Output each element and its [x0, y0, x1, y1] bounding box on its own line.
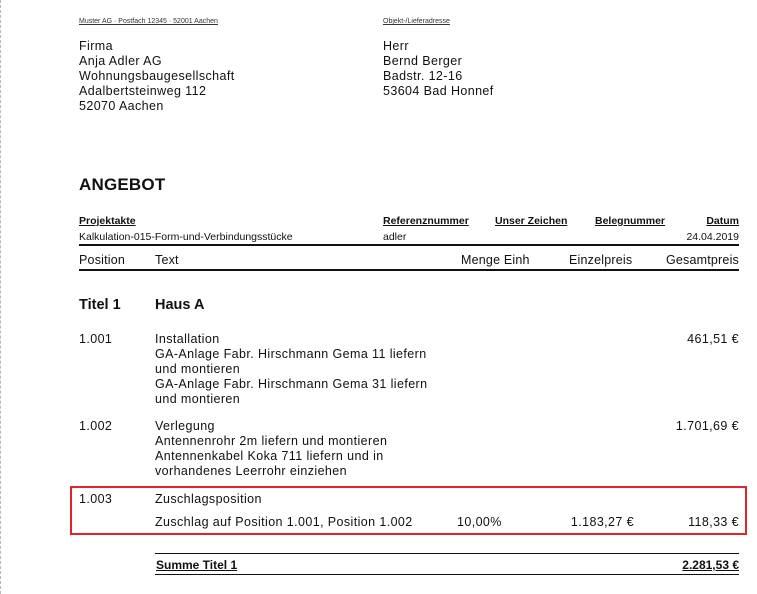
delivery-address-label: Objekt-/Lieferadresse	[383, 18, 450, 25]
sum-divider	[155, 553, 739, 554]
item-text-line: und montieren	[155, 362, 241, 376]
divider-top	[79, 244, 739, 246]
item-text-line: Verlegung	[155, 419, 215, 433]
item-position: 1.003	[79, 492, 113, 506]
item-position: 1.002	[79, 419, 113, 433]
unser-zeichen-label: Unser Zeichen	[495, 215, 568, 227]
section-name: Haus A	[155, 297, 205, 313]
delivery-line: Bernd Berger	[383, 54, 463, 68]
column-einzelpreis: Einzelpreis	[569, 253, 633, 267]
item-detail: Zuschlag auf Position 1.001, Position 1.002	[155, 515, 413, 529]
column-gesamtpreis: Gesamtpreis	[665, 253, 739, 267]
recipient-line: Adalbertsteinweg 112	[79, 84, 207, 98]
belegnummer-label: Belegnummer	[595, 215, 666, 227]
item-position: 1.001	[79, 332, 113, 346]
column-menge: Menge Einh	[461, 253, 530, 267]
sum-label: Summe Titel 1	[156, 558, 238, 572]
divider-columns	[79, 269, 739, 271]
referenz-value: adler	[383, 231, 407, 243]
datum-value: 24.04.2019	[686, 231, 739, 243]
item-einzelpreis: 1.183,27 €	[570, 515, 634, 529]
item-text	[155, 419, 387, 479]
page-edge	[0, 0, 1, 594]
referenznummer-label: Referenznummer	[383, 215, 469, 227]
delivery-line: Herr	[383, 39, 409, 53]
recipient-line: Anja Adler AG	[79, 54, 163, 68]
item-text-line: Installation	[155, 332, 220, 346]
item-text-line: Antennenkabel Koka 711 liefern und in	[155, 449, 384, 463]
item-total: 118,33 €	[688, 515, 739, 529]
sum-value: 2.281,53 €	[682, 558, 739, 572]
recipient-address	[79, 39, 235, 114]
document-title: ANGEBOT	[79, 175, 166, 194]
item-text-line: und montieren	[155, 392, 241, 406]
item-title: Zuschlagsposition	[155, 492, 262, 506]
item-text-line: GA-Anlage Fabr. Hirschmann Gema 31 liefern	[155, 377, 428, 391]
datum-label: Datum	[706, 215, 739, 227]
projektakte-label: Projektakte	[79, 215, 136, 227]
recipient-line: 52070 Aachen	[79, 99, 164, 113]
projektakte-value: Kalkulation-015-Form-und-Verbindungsstücke	[79, 231, 293, 243]
recipient-line: Firma	[79, 39, 113, 53]
item-total: 461,51 €	[687, 332, 739, 346]
item-menge: 10,00%	[457, 515, 502, 529]
sum-underline	[155, 574, 739, 575]
delivery-line: 53604 Bad Honnef	[383, 84, 494, 98]
recipient-line: Wohnungsbaugesellschaft	[79, 69, 235, 83]
delivery-line: Badstr. 12-16	[383, 69, 463, 83]
item-text	[155, 332, 427, 407]
sender-line: Muster AG · Postfach 12345 · 52001 Aachen	[79, 18, 218, 25]
item-total: 1.701,69 €	[675, 419, 739, 433]
section-label: Titel 1	[79, 297, 121, 313]
item-text-line: vorhandenes Leerrohr einziehen	[155, 464, 347, 478]
delivery-address	[383, 39, 494, 99]
item-text-line: GA-Anlage Fabr. Hirschmann Gema 11 liefern	[155, 347, 427, 361]
column-position: Position	[79, 253, 126, 267]
column-text: Text	[155, 253, 179, 267]
item-text-line: Antennenrohr 2m liefern und montieren	[155, 434, 388, 448]
